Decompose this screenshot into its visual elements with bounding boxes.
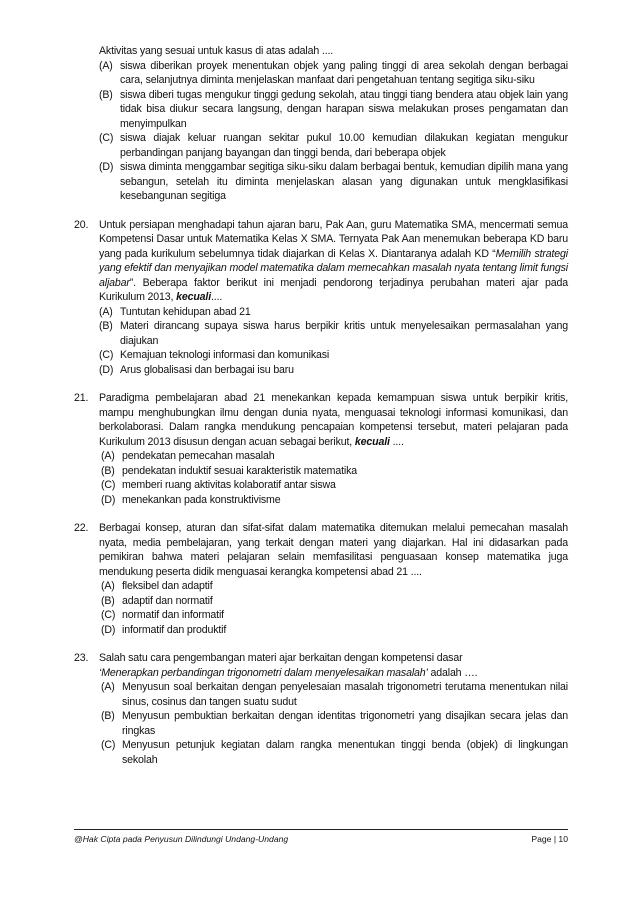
question-number: 20. [74, 218, 89, 231]
option-text: Menyusun soal berkaitan dengan penyelesaian masalah trigonometri terutama menentukan nilai sinus, cosinus dan tangen suatu sudut [122, 681, 568, 708]
page-footer [74, 829, 568, 844]
question-stem [99, 391, 568, 449]
option-letter: (C) [99, 349, 114, 361]
option-item [74, 59, 568, 88]
option-item [99, 449, 568, 464]
stem-emphasis: kecuali [176, 291, 211, 303]
question-stem [99, 218, 568, 305]
stem-text: Untuk persiapan menghadapi tahun ajaran baru, Pak Aan, guru Matematika SMA, mencermati semua Kompetensi Dasar untuk Matematika Kelas X SMA. Ternyata Pak Aan menemukan beberapa KD baru yang pada kurikulum sebelumnya tidak diajarkan di Kelas X. Diantaranya adalah KD “ [99, 218, 568, 260]
option-text: pendekatan induktif sesuai karakteristik matematika [122, 464, 357, 477]
option-letter: (B) [101, 464, 115, 477]
option-letter: (D) [101, 493, 116, 506]
question-stem-line-2 [99, 666, 568, 681]
option-item [74, 131, 568, 160]
option-text: Menyusun pembuktian berkaitan dengan identitas trigonometri yang disajikan secara jelas dan ringkas [122, 710, 568, 737]
option-text: Menyusun petunjuk kegiatan dalam rangka menentukan tinggi benda (objek) di lingkungan sekolah [122, 739, 568, 766]
option-text: siswa diberi tugas mengukur tinggi gedung sekolah, atau tinggi tiang bendera atau objek lain yang tidak bisa diukur secara langsung, dengan harapan siswa melakukan proses pengamatan dan menyimpulkan [120, 88, 568, 130]
stem-italic-text: Memilih strategi yang efektif dan menyajikan model matematika dalam memecahkan masalah nyata tentang limit fungsi aljabar [99, 247, 568, 289]
option-item [99, 680, 568, 709]
option-item [99, 319, 568, 348]
option-text: siswa diminta menggambar segitiga siku-siku dalam berbagai bentuk, kemudian dipilih mana yang sebangun, setelah itu diminta menjelaskan alasan yang digunakan untuk mengklasifikasi kesebangunan segitiga [120, 161, 568, 202]
option-letter: (A) [99, 305, 113, 318]
option-letter: (B) [99, 320, 113, 332]
question-options [99, 680, 568, 767]
stem-text: Paradigma pembelajaran abad 21 menekankan kepada kemampuan siswa untuk berpikir kritis, mampu menghubungkan ilmu dengan dunia nyata, menguasai teknologi informasi komunikasi, dan berkolaborasi. Dalam rangka mendukung pencapaian kompetensi tersebut, materi pelajaran pada Kurikulum 2013 disusun dengan acuan sebagai berikut, [99, 392, 568, 448]
option-letter: (D) [99, 363, 114, 376]
option-letter: (C) [101, 609, 116, 621]
option-text: siswa diberikan proyek menentukan objek yang paling tinggi di area sekolah dengan berbagai cara, selanjutnya diminta menjelaskan manfaat dari pengetahuan tentang segitiga siku-siku [120, 59, 568, 86]
option-item [99, 305, 568, 320]
option-item [74, 88, 568, 132]
option-item [99, 493, 568, 508]
option-letter: (D) [99, 161, 114, 173]
question-body [99, 521, 568, 637]
stem-text: ”. Beberapa faktor berikut ini menjadi pendorong terjadinya perubahan materi ajar pada Kurikulum 2013, [99, 276, 568, 303]
page-content [74, 44, 568, 767]
question-options [99, 305, 568, 378]
stem-text: .... [210, 291, 223, 303]
option-letter: (A) [99, 59, 113, 72]
question-23 [74, 651, 568, 767]
option-text: siswa diajak keluar ruangan sekitar pukul 10.00 kemudian dilakukan kegiatan mengukur perbandingan panjang bayangan dan tinggi benda, dari beberapa objek [120, 132, 568, 159]
question-body [99, 651, 568, 767]
option-text: Tuntutan kehidupan abad 21 [120, 305, 251, 318]
option-text: normatif dan informatif [122, 609, 224, 621]
question-options [99, 579, 568, 637]
option-item [99, 623, 568, 638]
question-number: 22. [74, 522, 89, 534]
option-letter: (A) [101, 450, 115, 462]
option-letter: (A) [101, 580, 115, 592]
option-item [99, 738, 568, 767]
option-letter: (C) [99, 132, 114, 144]
option-text: informatif dan produktif [122, 623, 227, 636]
stem-italic-text: ‘Menerapkan perbandingan trigonometri dalam menyelesaikan masalah’ [99, 666, 428, 679]
option-item [99, 464, 568, 479]
question-body [99, 218, 568, 378]
copyright-notice: @Hak Cipta pada Penyusun Dilindungi Undang-Undang [74, 834, 289, 844]
question-21 [74, 391, 568, 507]
stem-text: .... [389, 435, 404, 448]
option-item [99, 478, 568, 493]
question-22 [74, 521, 568, 637]
question-number: 23. [74, 652, 89, 664]
option-letter: (B) [99, 88, 113, 101]
question-body [99, 391, 568, 507]
page-number: Page | 10 [531, 834, 568, 844]
option-item [74, 160, 568, 204]
option-letter: (C) [101, 479, 116, 491]
option-item [99, 594, 568, 609]
option-letter: (C) [101, 739, 116, 751]
question-stem-line-1: Salah satu cara pengembangan materi ajar berkaitan dengan kompetensi dasar [99, 652, 463, 664]
option-item [99, 348, 568, 363]
question-stem: Berbagai konsep, aturan dan sifat-sifat dalam matematika ditemukan melalui pemecahan masalah nyata, media pembelajaran, yang terkait dengan materi yang diajarkan. Hal ini didasarkan pada pemikiran bahwa materi pelajaran selain memfasilitasi penguasaan konsep matematika juga mendukung peserta didik menguasai kerangka kompetensi abad 21 .... [99, 522, 568, 578]
stem-emphasis: kecuali [354, 435, 390, 448]
option-item [99, 608, 568, 623]
option-text: memberi ruang aktivitas kolaboratif antar siswa [122, 479, 336, 491]
question-number: 21. [74, 392, 89, 404]
option-letter: (B) [101, 594, 115, 607]
option-text: menekankan pada konstruktivisme [122, 493, 281, 506]
option-item [99, 579, 568, 594]
stem-text: adalah …. [427, 666, 478, 679]
option-letter: (D) [101, 623, 116, 636]
question-19-stem-end: Aktivitas yang sesuai untuk kasus di atas adalah .... [99, 45, 334, 57]
option-text: adaptif dan normatif [122, 594, 213, 607]
option-item [99, 363, 568, 378]
option-text: Materi dirancang supaya siswa harus berpikir kritis untuk menyelesaikan permasalahan yang diajukan [120, 320, 568, 347]
option-text: pendekatan pemecahan masalah [122, 450, 275, 462]
option-item [99, 709, 568, 738]
option-text: Kemajuan teknologi informasi dan komunikasi [120, 349, 330, 361]
option-text: fleksibel dan adaptif [122, 580, 213, 592]
question-19-continuation [74, 44, 568, 204]
option-text: Arus globalisasi dan berbagai isu baru [120, 363, 294, 376]
question-20 [74, 218, 568, 378]
option-letter: (B) [101, 710, 115, 722]
question-options [99, 449, 568, 507]
question-19-options [74, 59, 568, 204]
option-letter: (A) [101, 681, 115, 693]
